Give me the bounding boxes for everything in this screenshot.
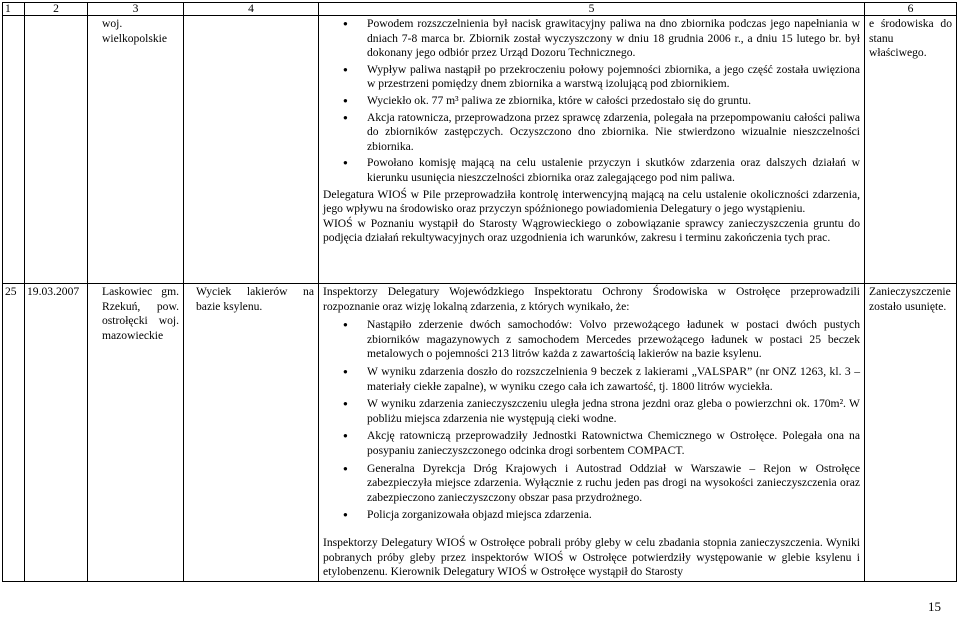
list-item: ● Powołano komisję mającą na celu ustalenie przyczyn i skutków zdarzenia oraz dalszych działań w kierunku usunięcia nieszczelności zbiornika oraz zalegającego pod nim paliwa.	[323, 156, 860, 185]
cell-description	[319, 284, 865, 582]
header-col-1: 1	[3, 3, 25, 16]
list-item: ● W wyniku zdarzenia doszło do rozszczelnienia 9 beczek z lakierami „VALSPAR” (nr ONZ 1263, kl. 3 – materiały ciekłe zapalne), w wyniku czego cała ich zawartość, tj. 1800 litrów wyciekła.	[323, 365, 860, 394]
cell-event	[184, 16, 319, 284]
header-col-5: 5	[319, 3, 865, 16]
list-item: ● Generalna Dyrekcja Dróg Krajowych i Autostrad Oddział w Warszawie – Rejon w Ostrołęce zabezpieczyła miejsce zdarzenia. Wyłącznie z ruchu jeden pas drogi na wysokości zanieczyszczenia oraz zabezpieczono zanieczyszczony obszar pasa przydrożnego.	[323, 462, 860, 506]
cell-date	[25, 284, 88, 582]
list-item: ● Akcja ratownicza, przeprowadzona przez sprawcę zdarzenia, polegała na przepompowaniu całości paliwa do zbiorników zastępczych. Oczyszczono dno zbiornika. Nie stwierdzono wizualnie nieszczelności zbiornika.	[323, 111, 860, 155]
bullet-list	[323, 318, 860, 523]
header-col-6: 6	[865, 3, 957, 16]
list-item: ● Powodem rozszczelnienia był nacisk grawitacyjny paliwa na dno zbiornika podczas jego napełniania w dniach 7-8 marca br. Zbiornik został wyczyszczony w dniu 18 grudnia 2006 r., a dniu 15 lutego br. był dokonany jego odbiór przez Urząd Dozoru Technicznego.	[323, 17, 860, 61]
list-item: ● Policja zorganizowała objazd miejsca zdarzenia.	[323, 508, 860, 523]
event-text: Wyciek lakierów na bazie ksylenu.	[196, 285, 314, 313]
cell-event	[184, 284, 319, 582]
list-item: ● Nastąpiło zderzenie dwóch samochodów: Volvo przewożącego ładunek w postaci dwóch pustych zbiorników magazynowych z samochodem Mercedes przewożącego ładunek w postaci 25 beczek metalowych o pojemności 213 litrów każda z zawartością lakierów na bazie ksylenu.	[323, 318, 860, 362]
date-text: 19.03.2007	[27, 285, 80, 298]
cell-no	[3, 284, 25, 582]
location-text: Laskowiec gm. Rzekuń, pow. ostrołęcki woj. mazowieckie	[102, 285, 179, 342]
header-row	[3, 3, 957, 16]
paragraph: Delegatura WIOŚ w Pile przeprowadziła kontrolę interwencyjną mającą na celu ustalenie okoliczności zdarzenia, jego wpływu na środowisko oraz przyczyn spóźnionego powiadomienia Delegatury o jego wystąpieniu.	[323, 187, 860, 216]
incident-table	[2, 2, 957, 582]
bullet-list	[323, 17, 860, 186]
cell-outcome	[865, 284, 957, 582]
table-row	[3, 16, 957, 284]
list-item: ● W wyniku zdarzenia zanieczyszczeniu uległa jedna strona jezdni oraz gleba o powierzchni ok. 170m². W pobliżu miejsca zdarzenia nie występują cieki wodne.	[323, 397, 860, 426]
header-col-4: 4	[184, 3, 319, 16]
cell-location	[88, 16, 184, 284]
cell-outcome	[865, 16, 957, 284]
table-row	[3, 284, 957, 582]
paragraph: Inspektorzy Delegatury Wojewódzkiego Inspektoratu Ochrony Środowiska w Ostrołęce przeprowadzili rozpoznanie oraz wizję lokalną zdarzenia, z których wynikało, że:	[323, 285, 860, 313]
list-item: ● Wyciekło ok. 77 m³ paliwa ze zbiornika, które w całości przedostało się do gruntu.	[323, 94, 860, 109]
list-item: ● Wypływ paliwa nastąpił po przekroczeniu połowy pojemności zbiornika, a jego część została uwięziona w przestrzeni pomiędzy dnem zbiornika a warstwą izolującą pod zbiornikiem.	[323, 63, 860, 92]
paragraph: WIOŚ w Poznaniu wystąpił do Starosty Wągrowieckiego o zobowiązanie sprawcy zanieczyszczenia gruntu do podjęcia działań rekultywacyjnych oraz uzgodnienia ich warunków, zakresu i terminu zakończenia tych prac.	[323, 216, 860, 245]
header-col-3: 3	[88, 3, 184, 16]
outcome-text: e środowiska do stanu właściwego.	[869, 17, 952, 60]
header-col-2: 2	[25, 3, 88, 16]
outcome-text: Zanieczyszczenie zostało usunięte.	[869, 285, 951, 313]
cell-location	[88, 284, 184, 582]
cell-date	[25, 16, 88, 284]
paragraph: Inspektorzy Delegatury WIOŚ w Ostrołęce pobrali próby gleby w celu zbadania stopnia zanieczyszczenia. Wyniki pobranych próby gleby przez inspektorów WIOŚ w Ostrołęce potwierdziły występowanie w glebie ksylenu i etylobenzenu. Kierownik Delegatury WIOŚ w Ostrołęce wystąpił do Starosty	[323, 535, 860, 579]
cell-description	[319, 16, 865, 284]
row-number: 25	[5, 285, 17, 298]
location-text: woj. wielkopolskie	[102, 17, 168, 45]
list-item: ● Akcję ratowniczą przeprowadziły Jednostki Ratownictwa Chemicznego w Ostrołęce. Polegała ona na posypaniu zanieczyszczonego odcinka drogi sorbentem COMPACT.	[323, 429, 860, 458]
cell-no	[3, 16, 25, 284]
page-number: 15	[928, 599, 941, 614]
